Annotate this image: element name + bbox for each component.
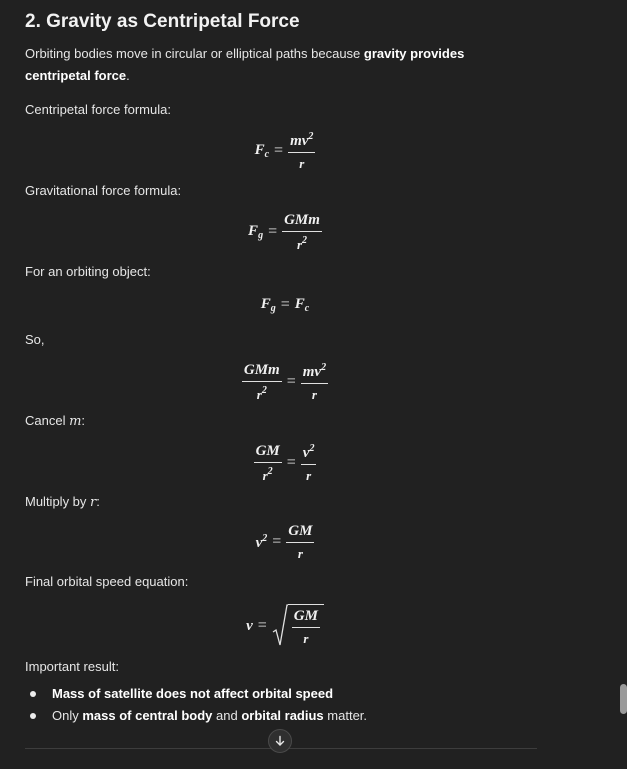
equals-sign: =	[257, 617, 267, 634]
equals-sign: =	[274, 142, 284, 159]
fraction-left: $\frac{GM}{r^2}$	[255, 443, 280, 483]
equals-sign: =	[286, 373, 296, 390]
lhs-var: $F_g$	[248, 223, 264, 241]
formula-orbital-speed	[25, 604, 545, 648]
formula-balance	[25, 296, 545, 314]
bullet-icon	[30, 691, 36, 697]
list-item: Mass of satellite does not affect orbital speed	[25, 683, 367, 705]
lhs-var: $v^2$	[255, 532, 268, 551]
rhs-var: $F_c$	[294, 296, 310, 314]
section-heading: 2. Gravity as Centripetal Force	[25, 11, 300, 32]
result-label: Important result:	[25, 659, 119, 674]
fraction-left: $\frac{\text{GMm}}{r^2}$	[243, 362, 280, 402]
formula-equate	[25, 362, 545, 401]
centripetal-label: Centripetal force formula:	[25, 102, 171, 117]
fraction-right: $\frac{mv^2}{r}$	[302, 362, 327, 402]
intro-text: Orbiting bodies move in circular or elliptical paths because	[25, 46, 364, 61]
lhs-var: $F_c$	[254, 142, 270, 160]
orbiting-label: For an orbiting object:	[25, 264, 151, 279]
lhs-var: v	[246, 617, 253, 634]
multiply-label: Multiply by r:	[25, 494, 100, 510]
scroll-down-button[interactable]	[268, 729, 292, 753]
radical-sign-icon	[272, 604, 288, 648]
formula-gravitational	[25, 213, 545, 251]
list-item: Only mass of central body and orbital radius matter.	[25, 705, 367, 727]
fraction: $\frac{GM}{r}$	[293, 608, 318, 646]
cancel-label: Cancel m:	[25, 413, 86, 429]
square-root	[272, 604, 324, 648]
lhs-var: $F_g$	[260, 296, 276, 314]
intro-bold: gravity provides centripetal force	[25, 46, 465, 83]
fraction: $\frac{mv^2}{r}$	[290, 131, 314, 171]
result-list	[25, 683, 367, 727]
formula-cancel	[25, 443, 545, 482]
formula-centripetal	[25, 132, 545, 170]
equals-sign: =	[286, 454, 296, 471]
bullet-icon	[30, 713, 36, 719]
fraction: $\frac{GM}{r}$	[288, 523, 313, 561]
equals-sign: =	[280, 296, 290, 313]
equals-sign: =	[268, 223, 278, 240]
arrow-down-icon	[274, 735, 286, 747]
fraction: $\frac{\text{GMm}}{r^2}$	[284, 212, 320, 252]
intro-end: .	[126, 68, 130, 83]
final-label: Final orbital speed equation:	[25, 574, 189, 589]
fraction-right: $\frac{v^2}{r}$	[302, 443, 315, 483]
gravitational-label: Gravitational force formula:	[25, 183, 182, 198]
formula-multiply	[25, 524, 545, 560]
scrollbar-thumb[interactable]	[620, 684, 627, 714]
so-label: So,	[25, 332, 45, 347]
equals-sign: =	[272, 533, 282, 550]
intro-paragraph	[25, 43, 530, 87]
